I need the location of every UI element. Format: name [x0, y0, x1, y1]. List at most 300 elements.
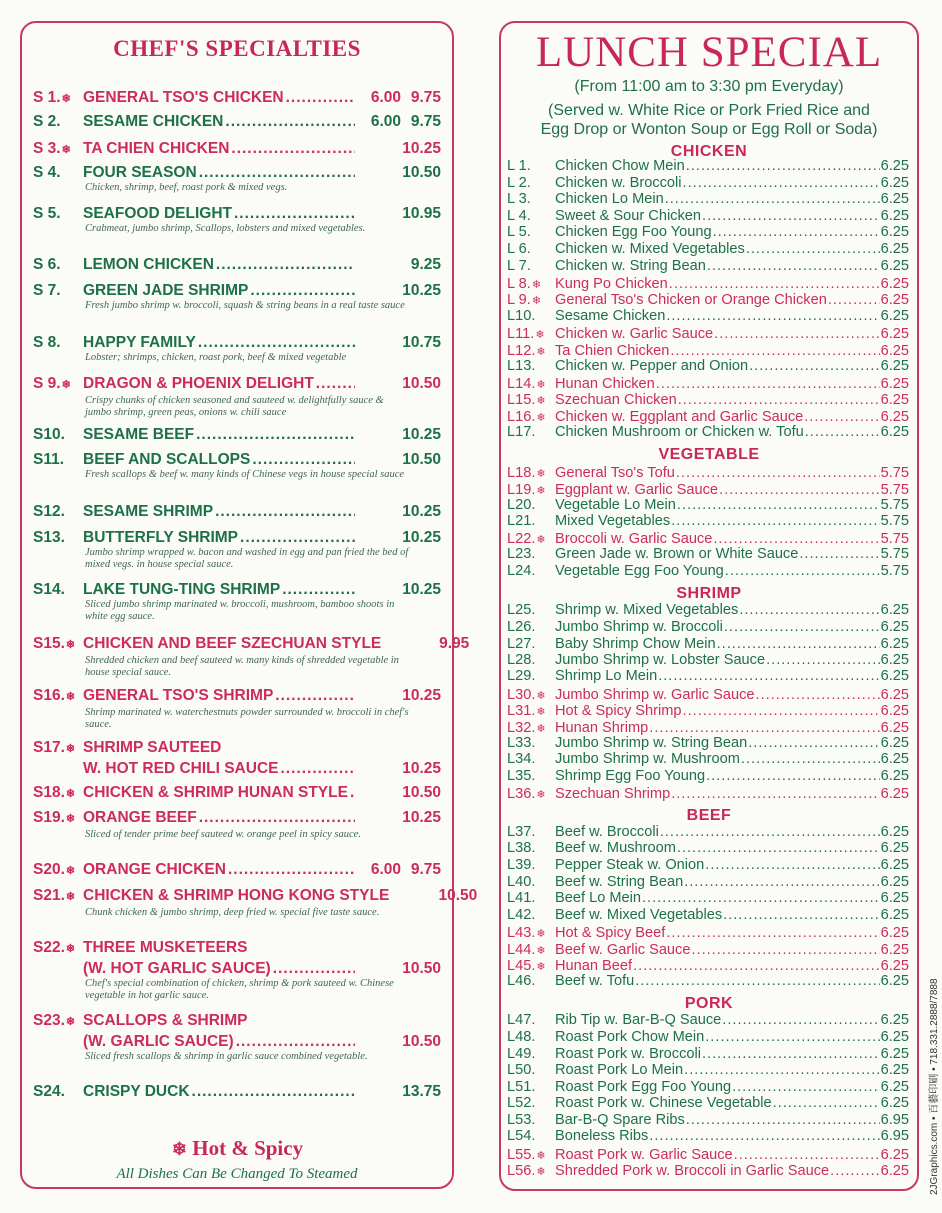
leader-dots	[642, 890, 880, 905]
leader-dots	[725, 563, 880, 578]
item-price: 5.75	[880, 563, 909, 579]
item-code: L17.	[507, 424, 536, 440]
lunch-item	[507, 208, 909, 224]
specialty-item	[33, 163, 441, 194]
item-name: Beef w. Tofu	[555, 973, 635, 989]
item-name: Chicken w. Pepper and Onion	[555, 358, 749, 374]
chili-pepper-icon: ❄︎	[535, 329, 545, 341]
leader-dots	[666, 925, 879, 940]
leader-dots	[273, 959, 355, 975]
item-name: Mixed Vegetables	[555, 513, 671, 529]
lunch-special-title: LUNCH SPECIAL	[535, 29, 883, 76]
price-large: 9.75	[410, 861, 441, 878]
leader-dots	[724, 619, 880, 634]
leader-dots	[670, 343, 879, 358]
lunch-item	[507, 1095, 909, 1111]
item-name: Hunan Chicken	[555, 376, 655, 392]
item-name: Roast Pork Egg Foo Young	[555, 1079, 732, 1095]
item-name: Chicken w. Broccoli	[555, 175, 682, 191]
item-description: Sliced of tender prime beef sauteed w. orange peel in spicy sauce.	[85, 829, 361, 840]
hot-spicy-legend	[20, 1136, 454, 1161]
item-name: FOUR SEASON	[83, 164, 197, 181]
specialty-item	[33, 204, 441, 235]
item-price: 6.25	[880, 392, 909, 408]
item-price: 6.25	[880, 1163, 909, 1179]
item-price: 6.25	[880, 973, 909, 989]
leader-dots	[805, 424, 880, 439]
item-code: L31.❄︎	[507, 703, 546, 719]
leader-dots	[282, 580, 355, 596]
lunch-item	[507, 874, 909, 890]
item-code: L14.❄︎	[507, 376, 546, 392]
item-code: L53.	[507, 1112, 536, 1128]
specialty-row	[33, 860, 441, 881]
item-price: 6.25	[880, 840, 909, 856]
leader-dots	[756, 687, 880, 702]
specialty-row	[33, 163, 441, 182]
item-code: L56.❄︎	[507, 1163, 546, 1179]
lunch-item	[507, 1079, 909, 1095]
specialty-row	[33, 1082, 441, 1101]
item-code: L12.❄︎	[507, 343, 546, 359]
leader-dots	[691, 942, 879, 957]
item-code: S 7.	[33, 282, 61, 299]
item-name: ORANGE BEEF	[83, 809, 197, 826]
specialty-item	[33, 425, 441, 444]
chili-pepper-icon: ❄︎	[61, 379, 71, 391]
item-description: Chunk chicken & jumbo shrimp, deep fried w. special five taste sauce.	[85, 907, 380, 918]
leader-dots	[828, 292, 880, 307]
lunch-item	[507, 751, 909, 767]
specialty-item	[33, 580, 441, 623]
specialty-item	[33, 1082, 441, 1101]
price-large: 10.25	[402, 426, 441, 443]
leader-dots	[656, 376, 880, 391]
item-code: L54.	[507, 1128, 536, 1144]
item-code: S21.❄︎	[33, 887, 76, 904]
leader-dots	[686, 1112, 880, 1127]
chili-pepper-icon: ❄︎	[65, 813, 76, 825]
leader-dots	[677, 497, 880, 512]
item-price: 6.95	[880, 1128, 909, 1144]
leader-dots	[280, 759, 355, 775]
chili-pepper-icon: ❄︎	[65, 891, 76, 903]
chili-pepper-icon: ❄︎	[65, 639, 76, 651]
leader-dots	[830, 1163, 879, 1178]
leader-dots	[660, 824, 880, 839]
item-code: S11.	[33, 451, 65, 468]
item-code: L19.❄︎	[507, 482, 546, 498]
lunch-item	[507, 687, 909, 704]
chili-pepper-icon: ❄︎	[536, 1166, 546, 1178]
chili-pepper-icon: ❄︎	[65, 743, 76, 755]
item-name: Hunan Shrimp	[555, 720, 649, 736]
item-name: Chicken Egg Foo Young	[555, 224, 712, 240]
item-price: 6.25	[880, 208, 909, 224]
item-description: Fresh jumbo shrimp w. broccoli, squash & string beans in a real taste sauce	[85, 300, 405, 311]
leader-dots	[250, 281, 355, 297]
price-large: 10.95	[402, 205, 441, 222]
item-name: Jumbo Shrimp w. Lobster Sauce	[555, 652, 766, 668]
lunch-item	[507, 668, 909, 684]
item-code: L35.	[507, 768, 536, 784]
price-large: 10.25	[402, 529, 441, 546]
item-price: 6.25	[880, 942, 909, 958]
lunch-item	[507, 1128, 909, 1144]
chili-pepper-icon: ❄︎	[65, 1016, 76, 1028]
leader-dots	[316, 374, 355, 390]
specialty-item	[33, 502, 441, 521]
item-code: L 4.	[507, 208, 531, 224]
specialty-item	[33, 783, 441, 804]
item-name: Chicken w. Eggplant and Garlic Sauce	[555, 409, 804, 425]
served-with-line-1: (Served w. White Rice or Pork Fried Rice and	[548, 102, 870, 119]
lunch-item	[507, 424, 909, 440]
item-name: Hot & Spicy Shrimp	[555, 703, 682, 719]
item-code: L18.❄︎	[507, 465, 546, 481]
leader-dots	[666, 308, 879, 323]
leader-dots	[678, 392, 880, 407]
item-price: 6.25	[880, 175, 909, 191]
leader-dots	[705, 1029, 879, 1044]
item-name: Szechuan Shrimp	[555, 786, 671, 802]
item-name: Hunan Beef	[555, 958, 633, 974]
specialty-row	[33, 738, 441, 759]
item-code: L 3.	[507, 191, 531, 207]
leader-dots	[649, 720, 879, 735]
price-large: 10.25	[402, 760, 441, 777]
leader-dots	[671, 513, 879, 528]
item-price: 5.75	[880, 531, 909, 547]
item-price: 6.25	[880, 376, 909, 392]
item-name: DRAGON & PHOENIX DELIGHT	[83, 375, 314, 392]
item-price: 6.25	[880, 786, 909, 802]
leader-dots	[658, 668, 879, 683]
item-name: Shredded Pork w. Broccoli in Garlic Sauce	[555, 1163, 830, 1179]
item-code: L16.❄︎	[507, 409, 546, 425]
item-code: L41.	[507, 890, 536, 906]
item-name: Jumbo Shrimp w. Broccoli	[555, 619, 723, 635]
item-price: 6.25	[880, 619, 909, 635]
specialty-item	[33, 860, 441, 881]
leader-dots	[199, 163, 355, 179]
specialty-row	[33, 333, 441, 352]
price-large: 10.25	[402, 809, 441, 826]
leader-dots	[686, 158, 880, 173]
lunch-item	[507, 907, 909, 923]
item-code: L13.	[507, 358, 536, 374]
item-name: HAPPY FAMILY	[83, 334, 196, 351]
lunch-item	[507, 703, 909, 720]
leader-dots	[684, 874, 879, 889]
leader-dots	[252, 450, 355, 466]
specialty-row	[33, 88, 441, 109]
item-name: Jumbo Shrimp w. Mushroom	[555, 751, 740, 767]
lunch-item	[507, 925, 909, 942]
item-code: L20.	[507, 497, 536, 513]
item-code: L26.	[507, 619, 536, 635]
chili-pepper-icon: ❄︎	[531, 295, 542, 307]
item-code: L46.	[507, 973, 536, 989]
chili-pepper-icon: ❄︎	[536, 928, 546, 940]
item-code: L10.	[507, 308, 536, 324]
item-price: 6.25	[880, 857, 909, 873]
section-title: VEGETABLE	[658, 446, 760, 463]
item-name: LAKE TUNG-TING SHRIMP	[83, 581, 281, 598]
item-description: Fresh scallops & beef w. many kinds of Chinese vegs in house special sauce	[85, 469, 405, 480]
item-price: 6.25	[880, 720, 909, 736]
lunch-item	[507, 563, 909, 579]
item-code: S 8.	[33, 334, 61, 351]
item-name: GENERAL TSO'S SHRIMP	[83, 687, 274, 704]
item-code: S 2.	[33, 113, 61, 130]
leader-dots	[739, 602, 879, 617]
lunch-item	[507, 392, 909, 409]
item-name: Jumbo Shrimp w. String Bean	[555, 735, 748, 751]
item-name: Jumbo Shrimp w. Garlic Sauce	[555, 687, 755, 703]
lunch-item	[507, 652, 909, 668]
leader-dots	[702, 1046, 880, 1061]
lunch-item	[507, 619, 909, 635]
lunch-item	[507, 602, 909, 618]
specialty-row	[33, 886, 478, 907]
price-small: 6.00	[370, 861, 401, 878]
item-name: Eggplant w. Garlic Sauce	[555, 482, 719, 498]
item-name: SESAME SHRIMP	[83, 503, 214, 520]
price-large: 10.25	[402, 282, 441, 299]
lunch-item	[507, 546, 909, 562]
item-code: L34.	[507, 751, 536, 767]
item-name: Roast Pork w. Broccoli	[555, 1046, 701, 1062]
specialty-row	[33, 808, 441, 829]
item-code: S22.❄︎	[33, 939, 76, 956]
lunch-item	[507, 1163, 909, 1180]
item-code: L55.❄︎	[507, 1147, 546, 1163]
item-code: L23.	[507, 546, 536, 562]
leader-dots	[669, 276, 880, 291]
price-large: 10.25	[402, 581, 441, 598]
specialty-item	[33, 886, 478, 919]
item-code: S 4.	[33, 164, 61, 181]
item-name: Chicken Chow Mein	[555, 158, 685, 174]
item-price: 5.75	[880, 482, 909, 498]
item-code: L24.	[507, 563, 536, 579]
item-name-2: W. HOT RED CHILI SAUCE	[83, 760, 279, 777]
item-price: 6.25	[880, 925, 909, 941]
specialty-item	[33, 528, 441, 571]
item-price: 6.25	[880, 652, 909, 668]
specialty-item	[33, 634, 470, 679]
item-price: 5.75	[880, 513, 909, 529]
lunch-item	[507, 465, 909, 482]
leader-dots	[240, 528, 355, 544]
specialty-item	[33, 374, 441, 419]
chili-pepper-icon: ❄︎	[65, 788, 76, 800]
leader-dots	[275, 686, 355, 702]
specialty-item	[33, 938, 441, 1002]
chili-pepper-icon: ❄︎	[536, 379, 546, 391]
chili-pepper-icon: ❄︎	[531, 279, 542, 291]
specialty-row	[33, 281, 441, 300]
item-price: 6.25	[880, 343, 909, 359]
item-code: S19.❄︎	[33, 809, 76, 826]
item-price: 6.25	[880, 907, 909, 923]
leader-dots	[732, 1079, 880, 1094]
item-name: TA CHIEN CHICKEN	[83, 140, 230, 157]
item-name: Rib Tip w. Bar-B-Q Sauce	[555, 1012, 722, 1028]
item-price: 6.25	[880, 636, 909, 652]
leader-dots	[748, 735, 879, 750]
price-large: 9.95	[439, 635, 470, 652]
specialty-row	[33, 938, 441, 959]
price-large: 10.50	[402, 1033, 441, 1050]
item-name: Beef w. Mushroom	[555, 840, 676, 856]
item-code: S10.	[33, 426, 65, 443]
lunch-item	[507, 308, 909, 324]
item-name: Vegetable Egg Foo Young	[555, 563, 724, 579]
lunch-item	[507, 857, 909, 873]
specialty-item	[33, 281, 441, 312]
item-name-2: (W. GARLIC SAUCE)	[83, 1033, 234, 1050]
item-name: Beef w. Garlic Sauce	[555, 942, 691, 958]
lunch-item	[507, 241, 909, 257]
leader-dots	[773, 1095, 880, 1110]
item-name: GENERAL TSO'S CHICKEN	[83, 89, 284, 106]
item-name: Beef Lo Mein	[555, 890, 641, 906]
chefs-specialties-title: CHEF'S SPECIALTIES	[113, 36, 361, 61]
leader-dots	[649, 1128, 879, 1143]
item-name: SCALLOPS & SHRIMP	[83, 1012, 248, 1029]
leader-dots	[633, 958, 880, 973]
item-price: 6.25	[880, 874, 909, 890]
lunch-item	[507, 735, 909, 751]
leader-dots	[286, 88, 355, 104]
specialty-row	[33, 450, 441, 469]
lunch-item	[507, 840, 909, 856]
chili-pepper-icon: ❄︎	[536, 468, 546, 480]
chili-pepper-icon: ❄︎	[61, 144, 71, 156]
leader-dots	[236, 1032, 355, 1048]
leader-dots	[799, 546, 879, 561]
lunch-item	[507, 1147, 909, 1164]
item-name: CRISPY DUCK	[83, 1083, 190, 1100]
item-price: 6.25	[880, 276, 909, 292]
specialty-item	[33, 255, 441, 274]
item-price: 6.25	[880, 668, 909, 684]
price-small: 6.00	[370, 89, 401, 106]
item-name: Chicken Lo Mein	[555, 191, 664, 207]
leader-dots	[671, 786, 879, 801]
price-large: 9.75	[410, 113, 441, 130]
item-name: General Tso's Chicken or Orange Chicken	[555, 292, 827, 308]
chili-pepper-icon: ❄︎	[536, 346, 546, 358]
item-price: 6.25	[880, 1147, 909, 1163]
specialty-row	[33, 783, 441, 804]
item-name: Hot & Spicy Beef	[555, 925, 666, 941]
leader-dots	[713, 531, 879, 546]
leader-dots	[741, 751, 880, 766]
lunch-item	[507, 942, 909, 959]
item-name: SESAME CHICKEN	[83, 113, 224, 130]
item-price: 6.25	[880, 241, 909, 257]
item-code: S13.	[33, 529, 65, 546]
lunch-item	[507, 786, 909, 803]
item-code: L 9.❄︎	[507, 292, 542, 308]
item-price: 6.25	[880, 735, 909, 751]
lunch-hours: (From 11:00 am to 3:30 pm Everyday)	[574, 78, 844, 95]
item-description: Sliced fresh scallops & shrimp in garlic sauce combined vegetable.	[85, 1051, 368, 1062]
chili-pepper-icon: ❄︎	[65, 943, 76, 955]
item-description: Chef's special combination of chicken, shrimp & pork sauteed w. Chinese vegetable in hot garlic sauce.	[85, 978, 394, 1001]
item-price: 6.25	[880, 224, 909, 240]
lunch-item	[507, 636, 909, 652]
item-price: 6.25	[880, 768, 909, 784]
section-title: PORK	[684, 995, 734, 1012]
item-price: 5.75	[880, 465, 909, 481]
specialty-row	[33, 1011, 441, 1032]
price-large: 10.50	[402, 375, 441, 392]
item-price: 6.25	[880, 703, 909, 719]
item-code: L49.	[507, 1046, 536, 1062]
item-name: Shrimp Egg Foo Young	[555, 768, 706, 784]
item-price: 6.25	[880, 824, 909, 840]
leader-dots	[683, 703, 880, 718]
item-code: L 2.	[507, 175, 531, 191]
item-name: Kung Po Chicken	[555, 276, 668, 292]
leader-dots	[714, 326, 879, 341]
item-code: L38.	[507, 840, 536, 856]
chili-pepper-icon: ❄︎	[61, 93, 71, 105]
item-description: Sliced jumbo shrimp marinated w. broccoli, mushroom, bamboo shoots in white egg sauce.	[85, 599, 395, 622]
item-price: 6.25	[880, 958, 909, 974]
item-code: S18.❄︎	[33, 784, 76, 801]
lunch-item	[507, 158, 909, 174]
item-name: Sesame Chicken	[555, 308, 666, 324]
item-name: Shrimp Lo Mein	[555, 668, 658, 684]
item-code: L28.	[507, 652, 536, 668]
item-name: Ta Chien Chicken	[555, 343, 670, 359]
item-name: Szechuan Chicken	[555, 392, 677, 408]
lunch-item	[507, 1012, 909, 1028]
specialty-item	[33, 333, 441, 364]
item-code: L21.	[507, 513, 536, 529]
lunch-item	[507, 890, 909, 906]
section-title: SHRIMP	[676, 585, 742, 602]
specialty-row	[33, 502, 441, 521]
price-large: 9.25	[410, 256, 441, 273]
item-code: L22.❄︎	[507, 531, 546, 547]
item-name: Roast Pork Lo Mein	[555, 1062, 684, 1078]
price-large: 10.50	[438, 887, 478, 904]
price-large: 10.50	[402, 960, 441, 977]
item-code: S16.❄︎	[33, 687, 76, 704]
lunch-item	[507, 376, 909, 393]
served-with-line-2: Egg Drop or Wonton Soup or Egg Roll or Soda)	[540, 121, 878, 138]
item-price: 6.25	[880, 326, 909, 342]
item-code: S 9.❄︎	[33, 375, 71, 392]
item-code: L29.	[507, 668, 536, 684]
item-code: S 3.❄︎	[33, 140, 71, 157]
lunch-item	[507, 276, 909, 293]
item-code: L37.	[507, 824, 536, 840]
leader-dots	[707, 258, 880, 273]
price-large: 9.75	[410, 89, 441, 106]
leader-dots	[746, 241, 880, 256]
leader-dots	[705, 857, 879, 872]
leader-dots	[198, 333, 355, 349]
price-small: 6.00	[370, 113, 401, 130]
specialty-row	[33, 528, 441, 547]
